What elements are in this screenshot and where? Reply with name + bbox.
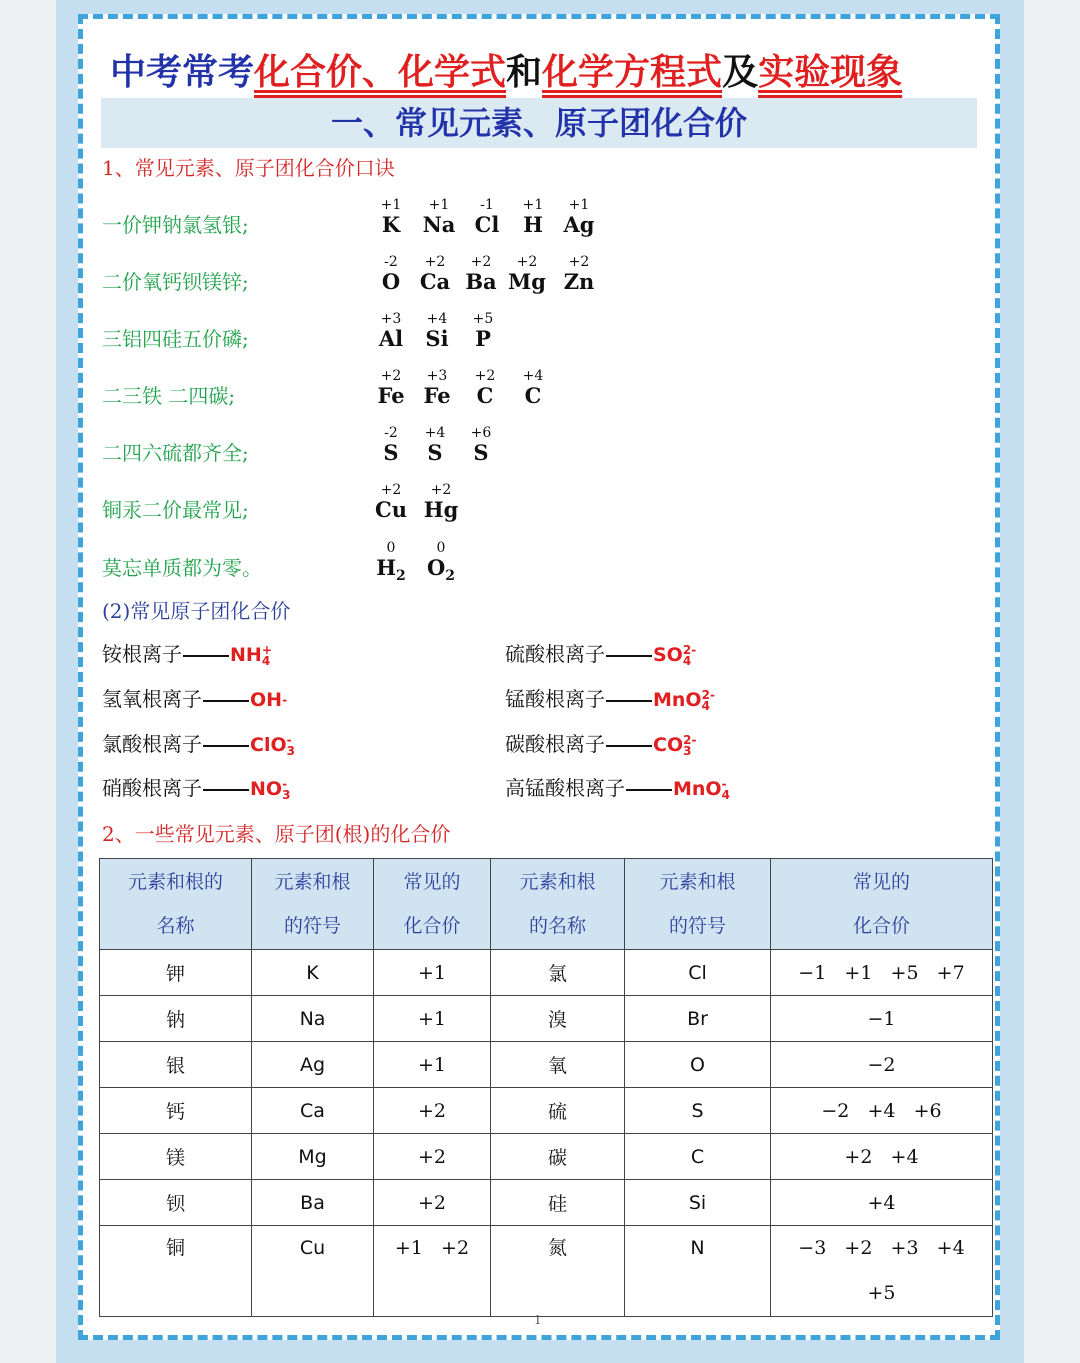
table-cell <box>374 1088 491 1134</box>
radical-item <box>505 638 696 667</box>
cell-text: 银 <box>165 1055 185 1077</box>
table-cell <box>374 1042 491 1088</box>
radical-item <box>505 772 730 801</box>
element-symbol <box>368 270 414 294</box>
element-valence <box>368 482 414 522</box>
formula-charge: 2- <box>683 732 697 747</box>
table-cell <box>252 1088 374 1134</box>
cell-text: −2 <box>867 1053 896 1076</box>
valence-number: +1 <box>428 197 450 213</box>
table-cell <box>771 996 993 1042</box>
title-part-2: 化合价、化学式 <box>254 52 507 93</box>
element-symbol-text: Al <box>378 326 404 351</box>
formula-base: ClO <box>250 734 287 756</box>
cell-text-extra: +5 <box>867 1282 896 1304</box>
element-symbol <box>368 384 414 408</box>
subheading-rhyme: 1、常见元素、原子团化合价口诀 <box>102 156 395 180</box>
element-valence <box>414 311 460 351</box>
element-symbol-text: P <box>475 326 491 351</box>
table-cell <box>252 996 374 1042</box>
rhyme-line: 二价氧钙钡镁锌; <box>102 270 249 294</box>
page-number: 1 <box>534 1313 542 1327</box>
cell-text: N <box>690 1237 705 1259</box>
cell-text: 氯 <box>547 963 567 985</box>
element-symbol <box>368 327 414 351</box>
cell-text: S <box>691 1099 704 1122</box>
radical-name: 硝酸根离子 <box>102 776 202 800</box>
cell-text: K <box>306 961 319 984</box>
element-symbol-text: K <box>381 212 401 237</box>
cell-text: +1 +2 <box>394 1237 470 1259</box>
dash-line <box>203 745 249 747</box>
element-valence <box>416 197 462 237</box>
title-part-3: 和 <box>506 52 543 93</box>
element-symbol-text: Ag <box>563 212 595 237</box>
table-cell <box>771 1226 993 1317</box>
table-cell <box>100 1180 252 1226</box>
subheading-radicals: (2)常见原子团化合价 <box>102 599 291 623</box>
table-cell <box>491 1180 625 1226</box>
element-symbol-text: Ca <box>419 269 451 294</box>
cell-text: Mg <box>298 1145 327 1168</box>
table-cell <box>491 1226 625 1317</box>
element-symbol-text: C <box>476 383 494 408</box>
header-line: 常见的 <box>852 871 910 893</box>
valence-number: +2 <box>474 368 496 384</box>
element-valence <box>462 368 508 408</box>
title-part-5: 及 <box>722 52 759 93</box>
formula-charge: - <box>286 732 292 747</box>
radical-formula <box>653 644 696 666</box>
element-symbol <box>556 270 602 294</box>
formula-charge: - <box>282 693 288 707</box>
element-symbol-text: Cu <box>375 497 407 522</box>
formula-base: NO <box>250 778 283 800</box>
table-cell <box>252 1042 374 1088</box>
element-symbol-text: S <box>427 440 443 465</box>
element-valence <box>368 311 414 351</box>
dash-line <box>606 655 652 657</box>
table-cell <box>100 1088 252 1134</box>
element-symbol <box>418 556 464 588</box>
radical-item <box>505 728 696 757</box>
cell-text: 溴 <box>547 1009 567 1031</box>
cell-text: +2 <box>417 1145 446 1168</box>
cell-text: 氮 <box>547 1237 567 1259</box>
element-valence <box>460 311 506 351</box>
table-cell <box>374 1134 491 1180</box>
element-symbol-text: Mg <box>508 269 546 294</box>
formula-subscript: 4 <box>701 698 710 713</box>
formula-subscript: 3 <box>683 743 692 758</box>
element-symbol-text: O <box>381 269 401 294</box>
formula-subscript: 4 <box>682 653 692 668</box>
radical-name: 氢氧根离子 <box>102 687 202 711</box>
element-valence <box>556 254 602 294</box>
formula-subscript: 3 <box>286 743 295 758</box>
table-cell <box>771 1134 993 1180</box>
element-symbol <box>368 498 414 522</box>
element-valence <box>510 368 556 408</box>
element-symbol-text: O <box>426 555 446 580</box>
valence-number: +2 <box>380 482 402 498</box>
radical-name: 硫酸根离子 <box>505 642 605 666</box>
cell-text: C <box>690 1145 705 1168</box>
header-line: 常见的 <box>403 871 461 893</box>
valence-number: +2 <box>424 254 446 270</box>
radical-formula <box>653 734 696 756</box>
element-symbol <box>412 270 458 294</box>
formula-base: MnO <box>653 689 702 711</box>
table-row <box>100 1042 993 1088</box>
cell-text: 钾 <box>165 963 185 985</box>
dash-line <box>183 655 229 657</box>
table-cell <box>491 996 625 1042</box>
cell-text: +1 <box>417 1007 446 1030</box>
element-valence <box>412 425 458 465</box>
header-line: 元素和根 <box>274 871 351 893</box>
table-cell <box>625 1180 771 1226</box>
element-symbol <box>464 213 510 237</box>
cell-text: +2 <box>417 1099 446 1122</box>
table-row <box>100 950 993 996</box>
table-cell <box>374 996 491 1042</box>
element-valence <box>414 368 460 408</box>
dash-line <box>203 700 249 702</box>
table-cell <box>771 1042 993 1088</box>
table-cell <box>491 1088 625 1134</box>
cell-text: +2 +4 <box>844 1145 919 1168</box>
table-header-cell <box>771 859 993 950</box>
cell-text: −1 +1 +5 +7 <box>798 961 965 984</box>
radical-name: 铵根离子 <box>102 642 182 666</box>
table-header-cell <box>100 859 252 950</box>
cell-text: O <box>690 1053 705 1076</box>
radical-item <box>505 683 715 712</box>
element-symbol-text: H <box>523 212 543 237</box>
title-part-6: 实验现象 <box>758 52 903 93</box>
element-symbol-text: S <box>473 440 489 465</box>
table-cell <box>625 950 771 996</box>
table-cell <box>625 1042 771 1088</box>
valence-number: +4 <box>522 368 544 384</box>
radical-formula <box>653 689 715 711</box>
valence-number: +2 <box>516 254 538 270</box>
cell-text: 氧 <box>547 1055 567 1077</box>
element-valence <box>556 197 602 237</box>
valence-number: +4 <box>426 311 448 327</box>
cell-text: −3 +2 +3 +4 <box>798 1237 965 1259</box>
cell-text: 铜 <box>165 1237 185 1259</box>
valence-number: -1 <box>480 197 494 213</box>
table-cell <box>252 1226 374 1317</box>
element-symbol-text: Si <box>425 326 449 351</box>
page-title <box>110 44 980 95</box>
element-symbol-text: H <box>376 555 397 580</box>
header-line: 元素和根的 <box>127 871 223 893</box>
element-valence <box>368 425 414 465</box>
table-cell <box>771 1088 993 1134</box>
valence-number: -2 <box>384 425 398 441</box>
radical-name: 碳酸根离子 <box>505 732 605 756</box>
element-symbol <box>458 441 504 465</box>
element-symbol-text: Ba <box>465 269 497 294</box>
table-header-cell <box>252 859 374 950</box>
element-symbol-text: Fe <box>377 383 405 408</box>
table-header-cell <box>374 859 491 950</box>
table-row <box>100 996 993 1042</box>
header-line: 的符号 <box>668 915 726 937</box>
header-line: 的符号 <box>283 915 341 937</box>
title-part-1: 中考常考 <box>110 52 255 93</box>
cell-text: −2 +4 +6 <box>821 1099 942 1122</box>
cell-text: +1 <box>417 961 446 984</box>
element-valence <box>458 425 504 465</box>
element-symbol-text: C <box>524 383 542 408</box>
formula-subscript: 4 <box>261 653 271 668</box>
valence-number: -2 <box>384 254 398 270</box>
radical-item <box>102 683 287 712</box>
valence-number: +3 <box>380 311 402 327</box>
valence-number: +4 <box>424 425 446 441</box>
element-symbol-text: Cl <box>474 212 500 237</box>
valence-number: +1 <box>380 197 402 213</box>
radical-formula <box>250 689 287 711</box>
header-line: 元素和根 <box>519 871 596 893</box>
cell-text: +1 <box>417 1053 446 1076</box>
valence-number: +1 <box>568 197 590 213</box>
table-header-cell <box>491 859 625 950</box>
valence-number: +2 <box>380 368 402 384</box>
element-symbol <box>368 556 414 588</box>
table-cell <box>374 950 491 996</box>
cell-text: +2 <box>417 1191 446 1214</box>
element-valence <box>504 254 550 294</box>
element-valence <box>368 197 414 237</box>
element-valence <box>418 482 464 522</box>
table-row <box>100 1088 993 1134</box>
valence-number: +2 <box>470 254 492 270</box>
element-valence <box>368 368 414 408</box>
rhyme-line: 莫忘单质都为零。 <box>102 556 262 580</box>
table-row <box>100 1226 993 1317</box>
formula-base: SO <box>653 644 683 666</box>
cell-text: +4 <box>867 1191 896 1214</box>
radical-item <box>102 638 272 667</box>
valence-number: 0 <box>436 540 446 556</box>
table-cell <box>771 950 993 996</box>
element-symbol <box>416 213 462 237</box>
radical-formula <box>250 778 290 800</box>
radical-name: 锰酸根离子 <box>505 687 605 711</box>
element-symbol <box>556 213 602 237</box>
element-symbol-text: Fe <box>423 383 451 408</box>
cell-text: 钡 <box>165 1193 185 1215</box>
cell-text: −1 <box>867 1007 896 1030</box>
rhyme-line: 铜汞二价最常见; <box>102 498 249 522</box>
cell-text: Br <box>687 1007 708 1030</box>
radical-formula <box>230 644 272 666</box>
formula-base: OH <box>250 689 283 711</box>
valence-number: +6 <box>470 425 492 441</box>
formula-charge: 2- <box>701 687 715 702</box>
element-valence <box>458 254 504 294</box>
valence-number: +1 <box>522 197 544 213</box>
element-symbol-text: S <box>383 440 399 465</box>
element-valence <box>368 540 414 588</box>
cell-text: 钙 <box>165 1101 185 1123</box>
rhyme-line: 二四六硫都齐全; <box>102 441 249 465</box>
table-cell <box>625 1226 771 1317</box>
element-symbol <box>414 327 460 351</box>
element-symbol <box>460 327 506 351</box>
element-symbol-text: Zn <box>563 269 595 294</box>
radical-formula <box>673 778 730 800</box>
radical-name: 高锰酸根离子 <box>505 776 625 800</box>
formula-subscript: 3 <box>282 787 291 802</box>
cell-text: Si <box>688 1191 707 1214</box>
element-symbol <box>368 213 414 237</box>
rhyme-line: 三铝四硅五价磷; <box>102 327 249 351</box>
dash-line <box>606 745 652 747</box>
rhyme-line: 一价钾钠氯氢银; <box>102 213 249 237</box>
element-valence <box>368 254 414 294</box>
section-title: 一、常见元素、原子团化合价 <box>101 98 977 148</box>
table-header-row <box>100 859 993 950</box>
table-row <box>100 1180 993 1226</box>
table-cell <box>100 950 252 996</box>
element-subscript: 2 <box>396 568 406 585</box>
element-symbol <box>418 498 464 522</box>
formula-base: NH <box>230 644 262 666</box>
table-cell <box>374 1180 491 1226</box>
table-cell <box>100 996 252 1042</box>
element-symbol <box>412 441 458 465</box>
table-cell <box>625 996 771 1042</box>
cell-text: 碳 <box>547 1147 567 1169</box>
cell-text: Ag <box>299 1053 326 1076</box>
valence-number: +2 <box>568 254 590 270</box>
table-cell <box>625 1134 771 1180</box>
cell-text: 硫 <box>547 1101 567 1123</box>
valence-number: +2 <box>430 482 452 498</box>
element-symbol <box>458 270 504 294</box>
dash-line <box>203 789 249 791</box>
element-symbol <box>368 441 414 465</box>
table-cell <box>374 1226 491 1317</box>
header-line: 化合价 <box>403 915 461 937</box>
header-line: 的名称 <box>528 915 586 937</box>
cell-text: 硅 <box>547 1193 567 1215</box>
header-line: 化合价 <box>852 915 910 937</box>
dash-line <box>626 789 672 791</box>
table-cell <box>252 1134 374 1180</box>
table-header-cell <box>625 859 771 950</box>
radical-name: 氯酸根离子 <box>102 732 202 756</box>
cell-text: 钠 <box>165 1009 185 1031</box>
formula-base: MnO <box>673 778 722 800</box>
element-symbol <box>510 384 556 408</box>
formula-charge: + <box>261 642 272 657</box>
table-cell <box>491 1134 625 1180</box>
table-cell <box>100 1042 252 1088</box>
element-symbol <box>510 213 556 237</box>
header-line: 元素和根 <box>659 871 736 893</box>
title-part-4: 化学方程式 <box>542 52 723 93</box>
cell-text: Cu <box>299 1237 326 1259</box>
table-cell <box>252 1180 374 1226</box>
valence-number: +5 <box>472 311 494 327</box>
dash-line <box>606 700 652 702</box>
radical-formula <box>250 734 295 756</box>
element-symbol-text: Na <box>422 212 456 237</box>
valence-table <box>99 858 993 1317</box>
cell-text: Na <box>299 1007 326 1030</box>
subheading-table: 2、一些常见元素、原子团(根)的化合价 <box>102 822 451 846</box>
element-valence <box>464 197 510 237</box>
cell-text: 镁 <box>165 1147 185 1169</box>
element-symbol <box>462 384 508 408</box>
formula-charge: - <box>282 776 288 791</box>
element-symbol <box>504 270 550 294</box>
table-cell <box>491 1042 625 1088</box>
element-symbol-text: Hg <box>423 497 459 522</box>
cell-text: Ba <box>300 1191 325 1214</box>
table-cell <box>252 950 374 996</box>
table-row <box>100 1134 993 1180</box>
element-symbol <box>414 384 460 408</box>
table-cell <box>491 950 625 996</box>
table-body <box>100 950 993 1317</box>
element-valence <box>510 197 556 237</box>
cell-text: Ca <box>300 1099 325 1122</box>
radical-item <box>102 728 295 757</box>
element-valence <box>418 540 464 588</box>
radical-item <box>102 772 290 801</box>
element-valence <box>412 254 458 294</box>
valence-number: 0 <box>386 540 396 556</box>
table-cell <box>771 1180 993 1226</box>
valence-number: +3 <box>426 368 448 384</box>
element-subscript: 2 <box>445 568 456 585</box>
table-cell <box>100 1226 252 1317</box>
table-cell <box>100 1134 252 1180</box>
formula-subscript: 4 <box>721 787 730 802</box>
formula-charge: 2- <box>682 642 697 657</box>
formula-base: CO <box>653 734 684 756</box>
formula-charge: - <box>721 776 727 791</box>
cell-text: Cl <box>688 961 707 984</box>
table-cell <box>625 1088 771 1134</box>
header-line: 名称 <box>156 915 195 937</box>
rhyme-line: 二三铁 二四碳; <box>102 384 236 408</box>
